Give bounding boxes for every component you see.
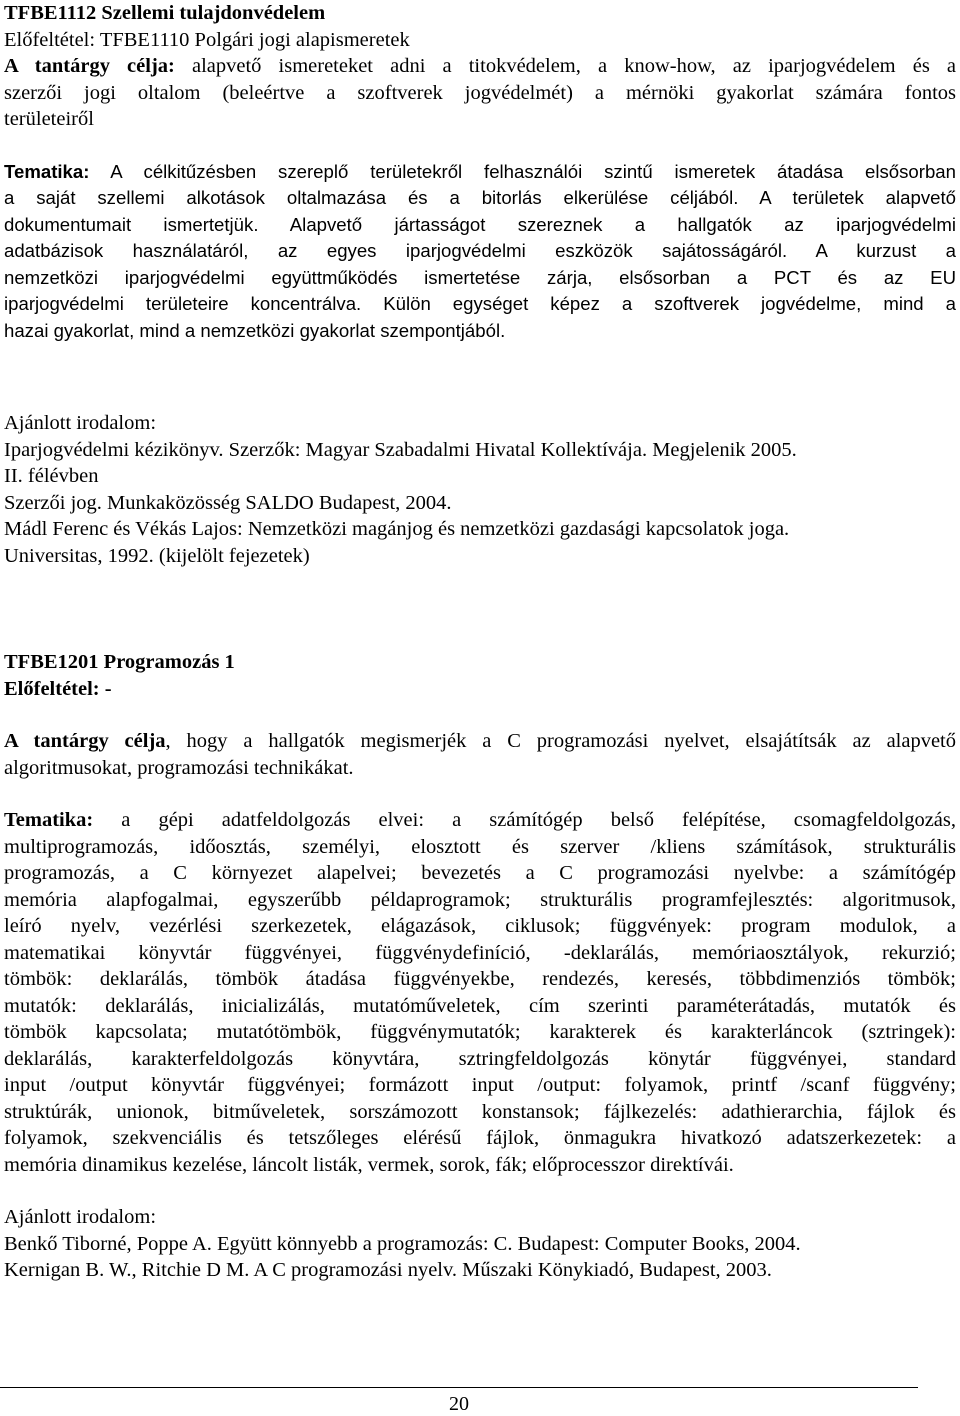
course1-literature-item: Universitas, 1992. (kijelölt fejezetek)	[4, 544, 310, 567]
course2-topics-line: mutatók: deklarálás, inicializálás, mutatóműveletek, cím szerinti paraméterátadás, mutatók és	[4, 994, 956, 1017]
course2-topics-line: tömbök: deklarálás, tömbök átadása függvényekbe, rendezés, keresés, többdimenziós tömbök;	[4, 968, 956, 990]
course1-goal-line: területeiről	[4, 108, 94, 130]
course1-prereq	[4, 27, 956, 54]
course1-topics-line: hazai gyakorlat, mind a nemzetközi gyakorlat szempontjából.	[4, 319, 506, 341]
course2-title: TFBE1201 Programozás 1	[4, 651, 235, 673]
course2-literature-item: Benkő Tiborné, Poppe A. Együtt könnyebb a programozás: C. Budapest: Computer Books, 2004.	[4, 1232, 801, 1255]
footer-rule	[0, 1387, 918, 1388]
course1-literature-heading: Ajánlott irodalom:	[4, 412, 157, 434]
course1-goal-line: szerzői jogi oltalom (beleértve a szoftverek jogvédelmét) a mérnöki gyakorlat számára fontos	[4, 81, 956, 104]
course2-topics-line: leíró nyelv, vezérlési szerkezetek, elágazások, ciklusok; függvények: program modulok, a	[4, 915, 956, 937]
course1-title: TFBE1112 Szellemi tulajdonvédelem	[4, 2, 326, 24]
course2-literature-item: Kernigan B. W., Ritchie D M. A C programozási nyelv. Műszaki Könykiadó, Budapest, 2003.	[4, 1259, 772, 1281]
course2-topics-line: Tematika: a gépi adatfeldolgozás elvei: a számítógép belső felépítése, csomagfeldolgozás,	[4, 809, 956, 831]
course2-goal-line: A tantárgy célja, hogy a hallgatók megismerjék a C programozási nyelvet, elsajátítsák az alapvető	[4, 730, 957, 752]
course2-topics-line: struktúrák, unionok, bitműveletek, sorszámozott konstansok; fájlkezelés: adathierarchia, fájlok és	[4, 1100, 956, 1123]
course1-topics-line: dokumentumait ismertetjük. Alapvető jártasságot szereznek a hallgatók az iparjogvédelmi	[4, 213, 956, 235]
course2-literature-heading: Ajánlott irodalom:	[4, 1206, 157, 1228]
course2-topics-line: multiprogramozás, időosztás, személyi, elosztott és szerver /kliens számítások, strukturális	[4, 835, 956, 858]
course2-topics-line: memória alapfogalmai, egyszerűbb példaprogramok; strukturális programfejlesztés: algoritmusok,	[4, 888, 956, 911]
course1-topics-line: a saját szellemi alkotások oltalmazása és a bitorlás elkerülése céljából. A területek alapvető	[4, 187, 956, 208]
course2-topics-line: tömbök kapcsolata; mutatótömbök, függvénymutatók; karakterek és karakterláncok (sztringek):	[4, 1021, 956, 1043]
document-page	[4, 0, 956, 1284]
course2-topics-line: input /output könyvtár függvényei; formázott input /output: folyamok, printf /scanf függvény;	[4, 1074, 956, 1096]
course1-topics-line: iparjogvédelmi területeire koncentrálva. Külön egységet képez a szoftverek jogvédelme, mind a	[4, 293, 956, 314]
course2-prereq: Előfeltétel: -	[4, 677, 112, 700]
course2-goal-line: algoritmusokat, programozási technikákat.	[4, 756, 354, 779]
course1-literature-item: Szerzői jog. Munkaközösség SALDO Budapest, 2004.	[4, 491, 452, 514]
course1-topics-line: adatbázisok használatáról, az egyes iparjogvédelmi eszközök sajátosságáról. A kurzust a	[4, 240, 956, 261]
prereq-label: Előfeltétel:	[4, 28, 96, 51]
course2-topics-line: programozás, a C környezet alapelvei; bevezetés a C programozási nyelvbe: a számítógép	[4, 862, 956, 884]
course1-topics-line: Tematika: A célkitűzésben szereplő területekről felhasználói szintű ismeretek átadása elsősorban	[4, 160, 956, 182]
page-number: 20	[449, 1393, 469, 1415]
course1-topics-line: nemzetközi iparjogvédelmi együttműködés ismertetése zárja, elsősorban a PCT és az EU	[4, 266, 956, 288]
course1-goal-line: A tantárgy célja: alapvető ismereteket adni a titokvédelem, a know-how, az iparjogvédelem és a	[4, 55, 957, 77]
course1-literature-item: II. félévben	[4, 465, 99, 487]
course1-literature-item: Iparjogvédelmi kézikönyv. Szerzők: Magyar Szabadalmi Hivatal Kollektívája. Megjelenik 2005.	[4, 438, 797, 461]
course2-topics-line: memória dinamikus kezelése, láncolt listák, vermek, sorok, fák; előprocesszor direktívái.	[4, 1153, 734, 1176]
prereq-value: TFBE1110 Polgári jogi alapismeretek	[95, 28, 410, 51]
course2-topics-line: deklarálás, karakterfeldolgozás könyvtára, sztringfeldolgozás könytár függvényei, standard	[4, 1047, 956, 1070]
course2-topics-line: folyamok, szekvenciális és tetszőleges elérésű fájlok, önmagukra hivatkozó adatszerkezetek: a	[4, 1127, 956, 1149]
course2-topics-line: matematikai könyvtár függvényei, függvénydefiníció, -deklarálás, memóriaosztályok, rekurzió;	[4, 941, 956, 964]
course1-literature-item: Mádl Ferenc és Vékás Lajos: Nemzetközi magánjog és nemzetközi gazdasági kapcsolatok joga.	[4, 518, 790, 540]
